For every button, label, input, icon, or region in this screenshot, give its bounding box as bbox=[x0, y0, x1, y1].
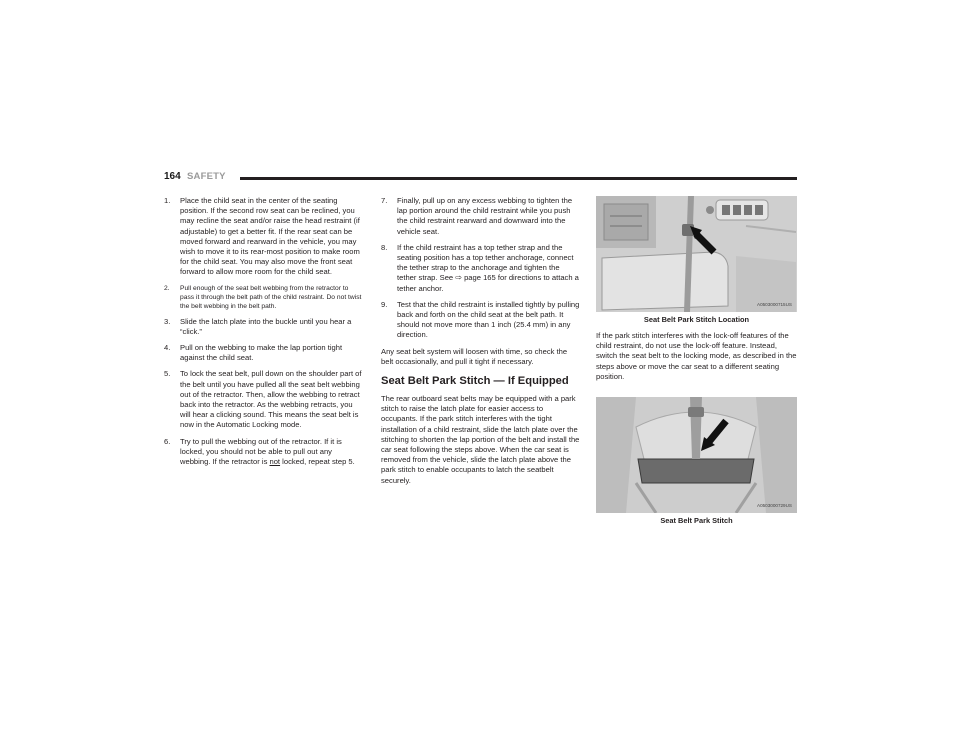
step-text: Place the child seat in the center of the seating position. If the second row seat can be reclined, you may recline the seat and/or raise the head restraint (if adjustable) to get a better fit. If the rear seat can be moved forward and rearward in the vehicle, you may wish to move it to its rear-most position to make room for the child seat. You may also move the front seat forward to allow more room for the child seat. bbox=[180, 196, 360, 277]
figure-caption: Seat Belt Park Stitch Location bbox=[643, 315, 750, 324]
column-1 bbox=[164, 196, 364, 473]
step-text: Slide the latch plate into the buckle until you hear a “click.” bbox=[180, 316, 352, 336]
figure-id: A0503000729US bbox=[757, 502, 792, 508]
step-text: If the child restraint has a top tether strap and the seating position has a top tether anchorage, connect the tether strap to the anchorage and tighten the tether strap. See ⇨ page 165 for directions to attach a tether anchor. bbox=[397, 242, 579, 293]
column-3 bbox=[596, 196, 797, 526]
figure-id: A0503000715US bbox=[757, 301, 792, 307]
step-text: To lock the seat belt, pull down on the shoulder part of the belt until you have pulled all the seat belt webbing out of the retractor. Then, allow the webbing to retract back into the retractor. As the webbing retracts, you will hear a clicking sound. This means the seat belt is now in the Automatic Locking mode. bbox=[180, 369, 362, 430]
step-text: Pull on the webbing to make the lap portion tight against the child seat. bbox=[180, 343, 343, 363]
step-4: 4. Pull on the webbing to make the lap portion tight against the child seat. bbox=[164, 343, 343, 363]
lock-off-paragraph: If the park stitch interferes with the lock-off features of the child restraint, do not use the lock-off feature. Instead, switch the seat belt to the locking mode, as described in the steps above or move the car seat to a different seating position. bbox=[596, 331, 797, 381]
step-1: 1. Place the child seat in the center of the seating position. If the second row seat can be reclined, you may recline the seat and/or raise the head restraint (if adjustable) to get a better fit. If the rear seat can be moved forward and rearward in the vehicle, you may wish to move it to its rear-most position to make room for the child seat. You may also move the front seat forward to allow more room for the child seat. bbox=[164, 196, 360, 277]
step-8: 8. If the child restraint has a top tether strap and the seating position has a top tether anchorage, connect the tether strap to the anchorage and tighten the tether strap. See ⇨ page 165 for directions to attach a tether anchor. bbox=[381, 242, 579, 293]
step-text: Try to pull the webbing out of the retractor. If it is locked, you should not be able to pull out any webbing. If the retractor is not locked, repeat step 5. bbox=[180, 436, 355, 467]
step-text: Finally, pull up on any excess webbing to tighten the lap portion around the child restraint while you push the child restraint rearward and downward into the vehicle seat. bbox=[397, 196, 573, 236]
page-ref-arrow-icon[interactable]: ⇨ bbox=[455, 273, 462, 283]
step-5: 5. To lock the seat belt, pull down on the shoulder part of the belt until you have pulled all the seat belt webbing out of the retractor. Then, allow the webbing to retract back into the retractor. As the webbing retracts, you will hear a clicking sound. This means the seat belt is now in the Automatic Locking mode. bbox=[164, 369, 362, 430]
header-rule bbox=[240, 177, 797, 180]
page-ref-link[interactable]: page 165 for directions to attach a tether anchor. bbox=[397, 273, 579, 293]
step-7: 7. Finally, pull up on any excess webbing to tighten the lap portion around the child restraint while you push the child restraint rearward and downward into the vehicle seat. bbox=[381, 196, 573, 236]
park-stitch-location-illustration bbox=[596, 196, 797, 312]
step-6: 6. Try to pull the webbing out of the retractor. If it is locked, you should not be able to pull out any webbing. If the retractor is not locked, repeat step 5. bbox=[164, 436, 355, 467]
park-stitch-paragraph: The rear outboard seat belts may be equipped with a park stitch to raise the latch plate for easier access to occupants. If the park stitch interferes with the tight installation of a child restraint, slide the latch plate over the stitching to shorten the lap portion of the belt and install the car seat following the steps above. When the car seat is removed from the vehicle, slide the latch plate above the park stitch to enable occupants to latch the seatbelt securely. bbox=[381, 394, 580, 485]
column-2 bbox=[381, 196, 581, 492]
step-9: 9. Test that the child restraint is installed tightly by pulling back and forth on the child seat at the belt path. It should not move more than 1 inch (25.4 mm) in any direction. bbox=[381, 299, 580, 340]
page-number: 164 bbox=[164, 171, 181, 182]
step-3: 3. Slide the latch plate into the buckle until you hear a “click.” bbox=[164, 316, 352, 336]
section-heading: Seat Belt Park Stitch — If Equipped bbox=[381, 375, 569, 388]
belt-loosen-note: Any seat belt system will loosen with time, so check the belt occasionally, and pull it tight if necessary. bbox=[381, 346, 568, 366]
step-text: Pull enough of the seat belt webbing from the retractor to pass it through the belt path of the child restraint. Do not twist the belt webbing in the belt path. bbox=[180, 284, 362, 310]
step-2: 2. Pull enough of the seat belt webbing from the retractor to pass it through the belt path of the child restraint. Do not twist the belt webbing in the belt path. bbox=[164, 284, 362, 310]
park-stitch-illustration bbox=[596, 397, 797, 513]
figure-caption: Seat Belt Park Stitch bbox=[660, 516, 733, 526]
step-text: Test that the child restraint is installed tightly by pulling back and forth on the child seat at the belt path. It should not move more than 1 inch (25.4 mm) in any direction. bbox=[397, 299, 580, 340]
page-header bbox=[164, 171, 797, 185]
section-name: SAFETY bbox=[187, 171, 226, 182]
